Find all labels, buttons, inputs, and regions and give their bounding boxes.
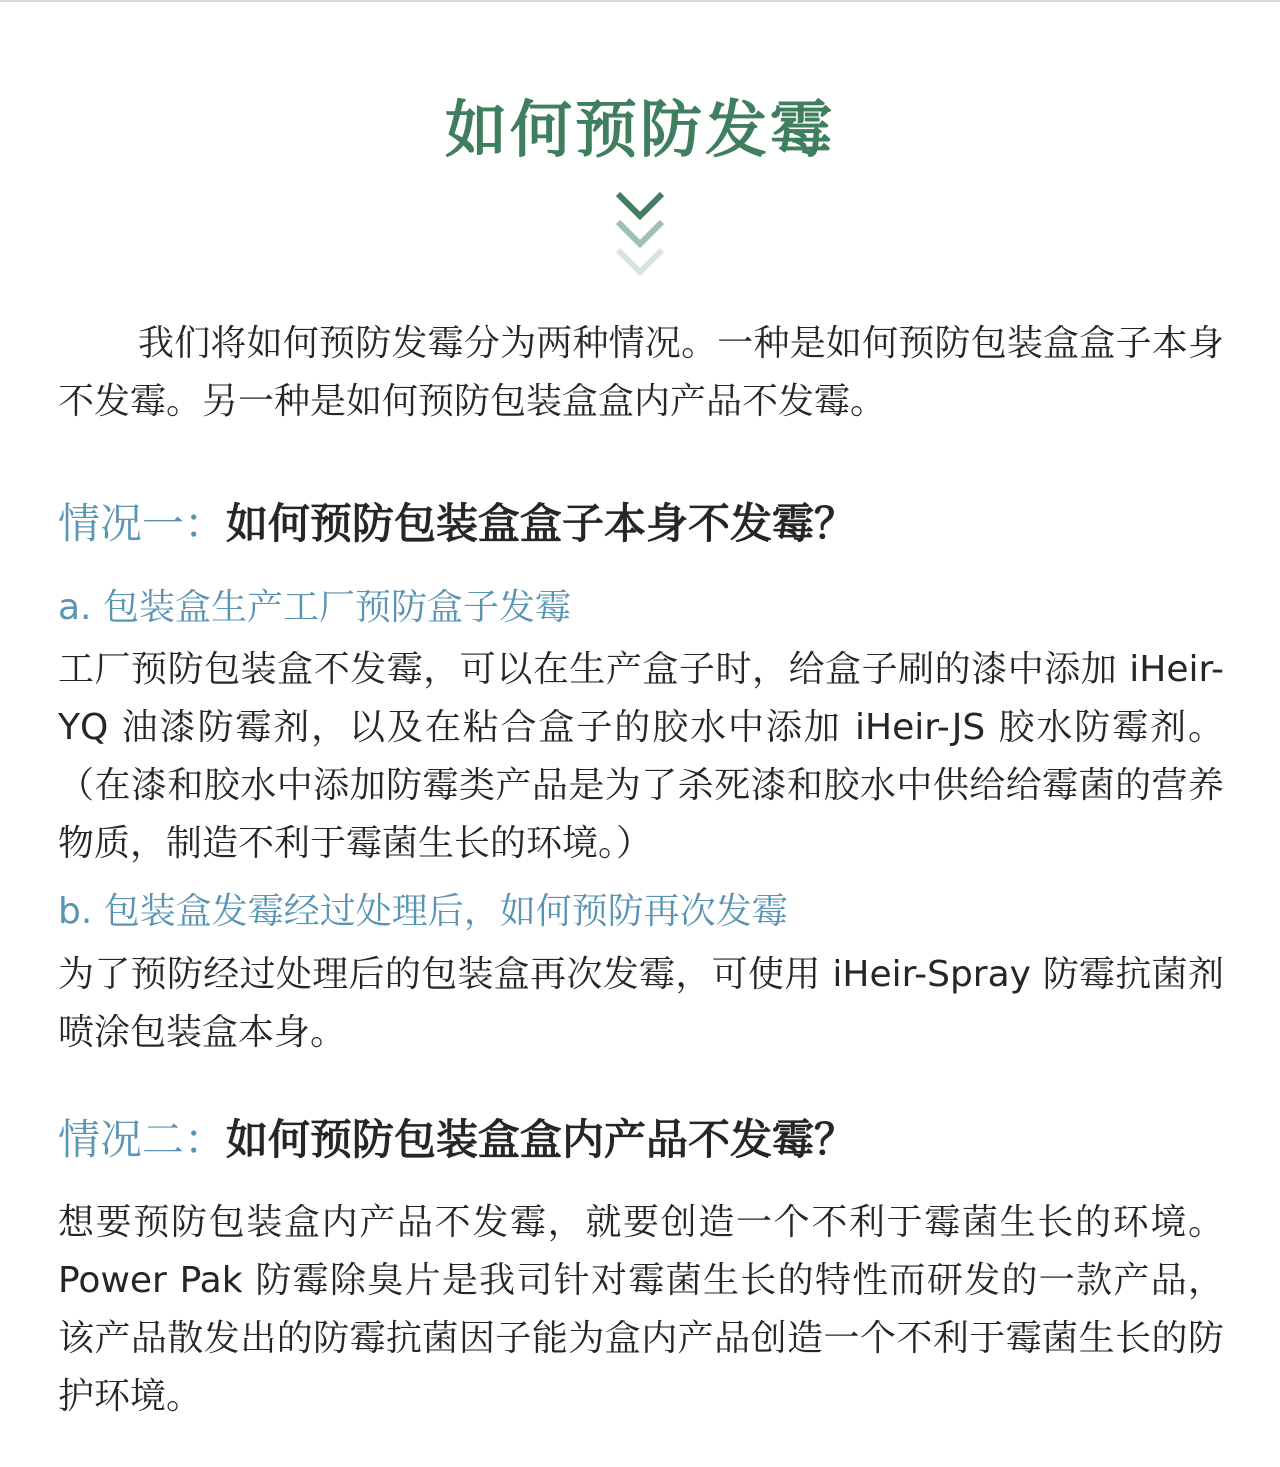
case1-title: 如何预防包装盒盒子本身不发霉？ [226, 499, 857, 548]
chevron-2 [618, 222, 662, 244]
case2-body: 想要预防包装盒内产品不发霉，就要创造一个不利于霉菌生长的环境。Power Pak 防霉除臭片是我司针对霉菌生长的特性而研发的一款产品，该产品散发出的防霉抗菌因子能为盒内产品创造一个不利于霉菌生长的防护环境。 [58, 1202, 1224, 1417]
case1-prefix: 情况一： [58, 499, 227, 548]
case1-heading [58, 494, 1224, 554]
intro-paragraph: 我们将如何预防发霉分为两种情况。一种是如何预防包装盒盒子本身不发霉。另一种是如何预防包装盒盒内产品不发霉。 [58, 323, 1224, 422]
case2-title: 如何预防包装盒盒内产品不发霉？ [226, 1115, 857, 1164]
case2-prefix: 情况二： [58, 1115, 227, 1164]
case1-a-body: 工厂预防包装盒不发霉，可以在生产盒子时，给盒子刷的漆中添加 iHeir-YQ 油漆防霉剂，以及在粘合盒子的胶水中添加 iHeir-JS 胶水防霉剂。（在漆和胶水中添加防霉类产品是为了杀死漆和胶水中供给给霉菌的营养物质，制造不利于霉菌生长的环境。） [58, 649, 1224, 864]
case1-b-heading: b. 包装盒发霉经过处理后，如何预防再次发霉 [58, 891, 788, 932]
case2-heading [58, 1110, 1224, 1170]
case1-b-body: 为了预防经过处理后的包装盒再次发霉，可使用 iHeir-Spray 防霉抗菌剂喷涂包装盒本身。 [58, 954, 1224, 1053]
triple-chevron-down-icon [610, 188, 670, 283]
top-divider [0, 0, 1280, 2]
chevron-3 [618, 250, 662, 272]
case1-a-heading: a. 包装盒生产工厂预防盒子发霉 [58, 587, 571, 628]
chevron-1 [618, 194, 662, 216]
page-title: 如何预防发霉 [444, 93, 835, 166]
